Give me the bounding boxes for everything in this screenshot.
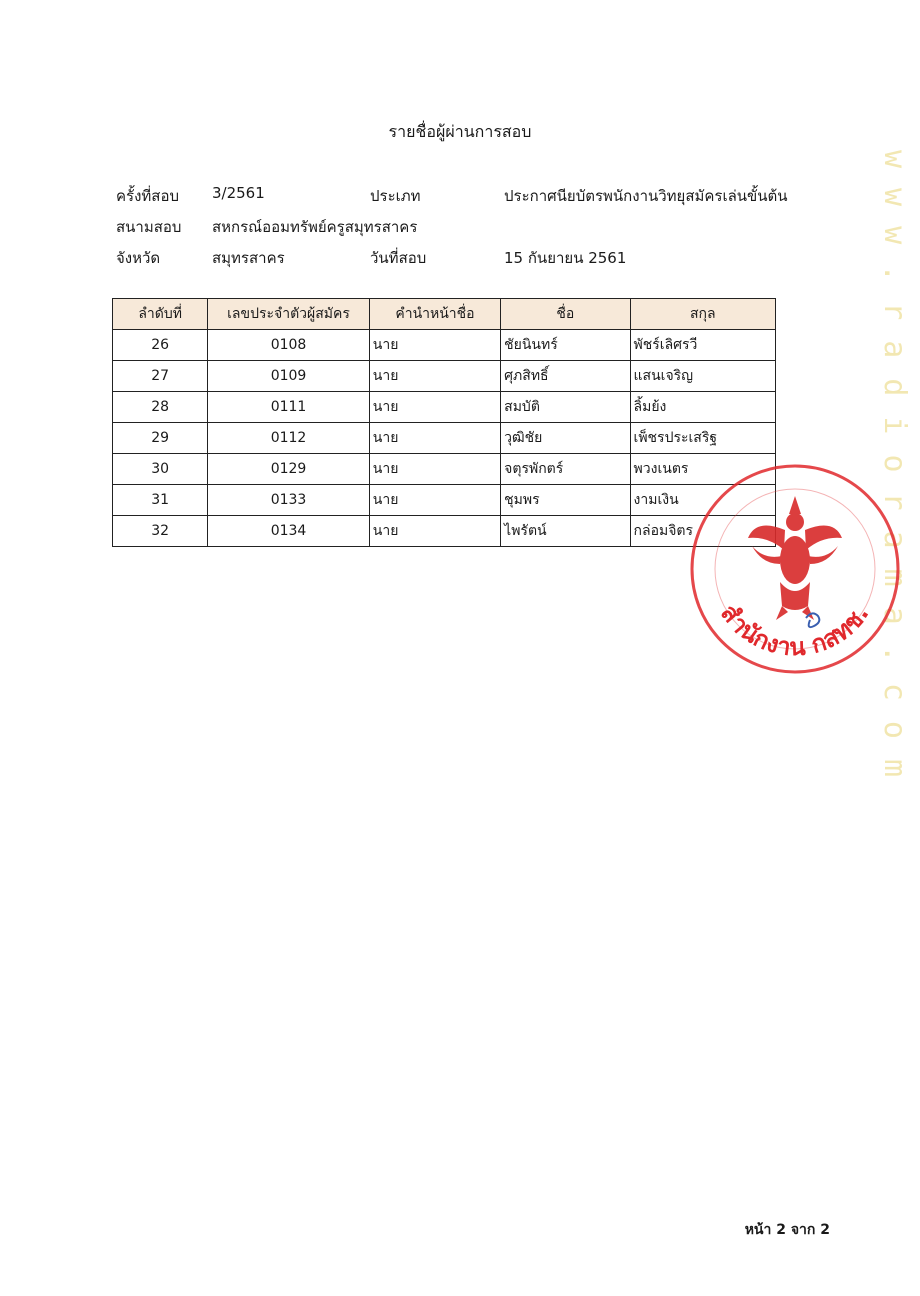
venue-label: สนามสอบ xyxy=(116,218,182,236)
venue-value: สหกรณ์ออมทรัพย์ครูสมุทรสาคร xyxy=(212,218,418,236)
cell-applicant-id: 0108 xyxy=(208,330,369,361)
cell-first-name: ชุมพร xyxy=(501,485,630,516)
round-label: ครั้งที่สอบ xyxy=(116,187,179,205)
date-label: วันที่สอบ xyxy=(370,249,427,267)
page-number: หน้า 2 จาก 2 xyxy=(744,1222,830,1238)
province-value: สมุทรสาคร xyxy=(212,249,285,267)
cell-prefix: นาย xyxy=(369,392,500,423)
cell-last-name: เพ็ชรประเสริฐ xyxy=(630,423,775,454)
side-watermark: www.radiorama.com xyxy=(877,150,912,798)
cell-applicant-id: 0111 xyxy=(208,392,369,423)
table-row xyxy=(113,330,776,361)
cell-first-name: ศุภสิทธิ์ xyxy=(501,361,630,392)
table-row xyxy=(113,516,776,547)
cell-last-name: พวงเนตร xyxy=(630,454,775,485)
results-table xyxy=(112,298,776,547)
cell-prefix: นาย xyxy=(369,423,500,454)
cell-first-name: จตุรพักตร์ xyxy=(501,454,630,485)
cell-applicant-id: 0112 xyxy=(208,423,369,454)
cell-applicant-id: 0129 xyxy=(208,454,369,485)
round-value: 3/2561 xyxy=(212,184,265,202)
cell-prefix: นาย xyxy=(369,361,500,392)
header-first-name: ชื่อ xyxy=(501,299,630,330)
table-header-row xyxy=(113,299,776,330)
cell-applicant-id: 0133 xyxy=(208,485,369,516)
cell-order: 28 xyxy=(113,392,208,423)
type-label: ประเภท xyxy=(370,187,421,205)
date-value: 15 กันยายน 2561 xyxy=(504,249,627,267)
cell-applicant-id: 0134 xyxy=(208,516,369,547)
table-row xyxy=(113,454,776,485)
seal-text: สำนักงาน กสทช. xyxy=(715,598,875,662)
signature-mark xyxy=(806,613,819,627)
cell-order: 32 xyxy=(113,516,208,547)
cell-order: 31 xyxy=(113,485,208,516)
table-row xyxy=(113,485,776,516)
header-last-name: สกุล xyxy=(630,299,775,330)
page-title: รายชื่อผู้ผ่านการสอบ xyxy=(388,122,532,141)
cell-first-name: ชัยนินทร์ xyxy=(501,330,630,361)
cell-order: 26 xyxy=(113,330,208,361)
cell-last-name: พัชร์เลิศรวี xyxy=(630,330,775,361)
cell-prefix: นาย xyxy=(369,454,500,485)
cell-first-name: สมบัติ xyxy=(501,392,630,423)
header-applicant-id: เลขประจำตัวผู้สมัคร xyxy=(208,299,369,330)
cell-prefix: นาย xyxy=(369,485,500,516)
cell-order: 29 xyxy=(113,423,208,454)
cell-order: 30 xyxy=(113,454,208,485)
official-seal-stamp xyxy=(686,460,904,678)
table-row xyxy=(113,361,776,392)
header-prefix: คำนำหน้าชื่อ xyxy=(369,299,500,330)
cell-order: 27 xyxy=(113,361,208,392)
cell-first-name: วุฒิชัย xyxy=(501,423,630,454)
cell-prefix: นาย xyxy=(369,330,500,361)
cell-prefix: นาย xyxy=(369,516,500,547)
cell-last-name: กล่อมจิตร xyxy=(630,516,775,547)
cell-applicant-id: 0109 xyxy=(208,361,369,392)
cell-last-name: งามเงิน xyxy=(630,485,775,516)
garuda-emblem-icon xyxy=(748,496,842,620)
type-value: ประกาศนียบัตรพนักงานวิทยุสมัครเล่นขั้นต้น xyxy=(504,187,788,205)
header-order: ลำดับที่ xyxy=(113,299,208,330)
table-row xyxy=(113,423,776,454)
province-label: จังหวัด xyxy=(116,249,161,267)
cell-last-name: ลิ้มย้ง xyxy=(630,392,775,423)
cell-first-name: ไพรัตน์ xyxy=(501,516,630,547)
table-row xyxy=(113,392,776,423)
cell-last-name: แสนเจริญ xyxy=(630,361,775,392)
